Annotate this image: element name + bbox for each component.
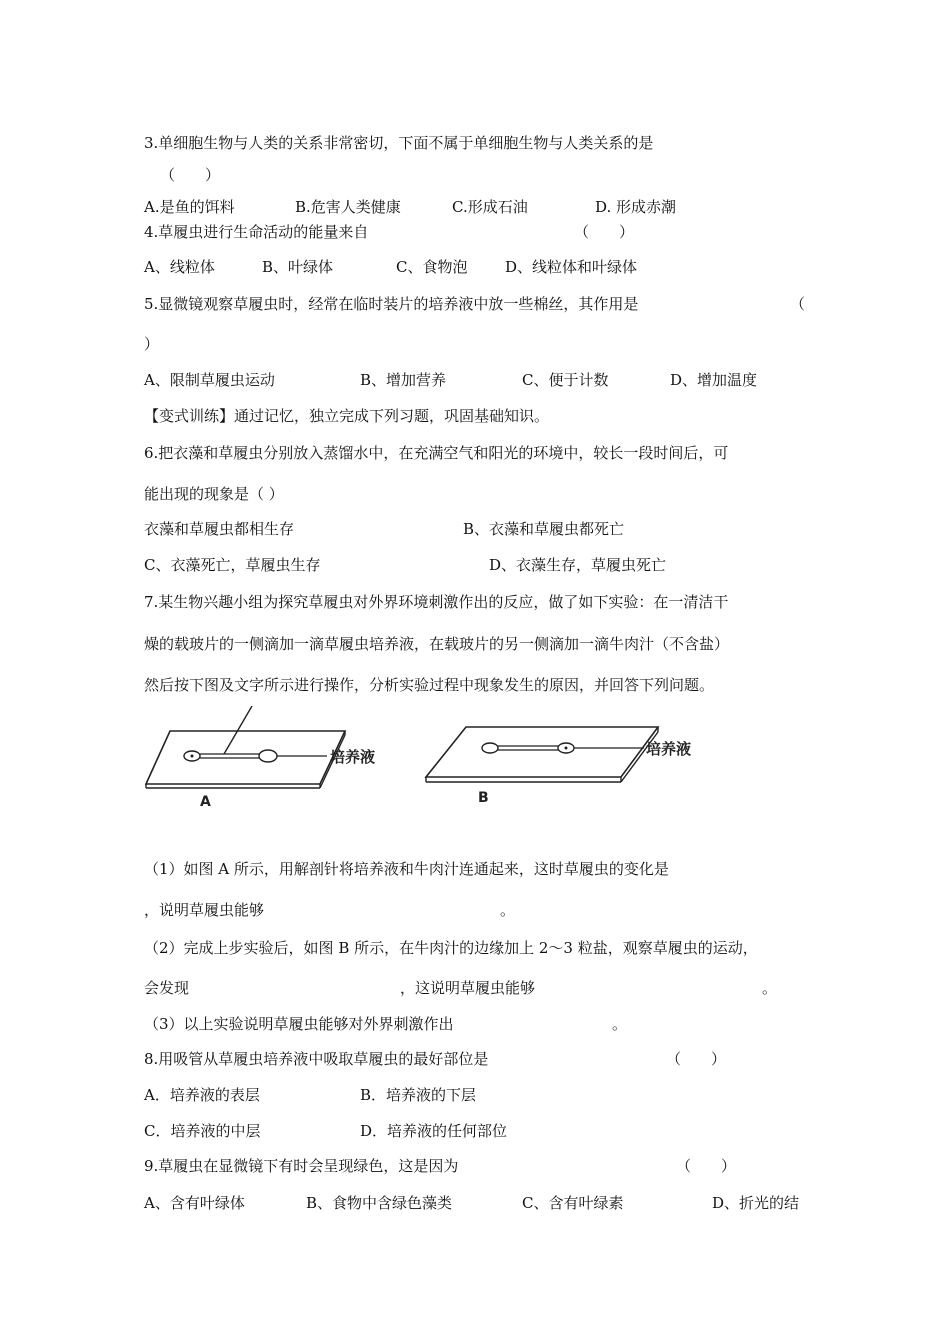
figure-a-slide [140,706,400,811]
q3-option-b: B.危害人类健康 [295,198,401,216]
q9-option-d: D、折光的结 [712,1194,800,1212]
q9-stem: 9.草履虫在显微镜下有时会呈现绿色，这是因为 [144,1157,459,1175]
q5-stem: 5.显微镜观察草履虫时，经常在临时装片的培养液中放一些棉丝，其作用是 [144,295,639,313]
q5-paren-open: （ [790,295,806,313]
q4-answer-paren: （ ） [574,223,635,241]
q6-option-c: C、衣藻死亡，草履虫生存 [144,556,321,574]
figure-b-medium-label: 培养液 [646,740,692,758]
q8-option-c: C．培养液的中层 [144,1122,261,1140]
q8-answer-paren: （ ） [666,1050,727,1068]
q9-option-b: B、食物中含绿色藻类 [306,1194,453,1212]
q7-sub3-start: （3）以上实验说明草履虫能够对外界刺激作出 [144,1015,454,1033]
q7-stem-line1: 7.某生物兴趣小组为探究草履虫对外界环境刺激作出的反应，做了如下实验：在一清洁干 [144,593,729,611]
q6-option-a: 衣藻和草履虫都相生存 [144,520,295,538]
q4-option-a: A、线粒体 [144,258,215,276]
q7-stem-line3: 然后按下图及文字所示进行操作，分析实验过程中现象发生的原因，并回答下列问题。 [144,676,715,694]
q5-option-a: A、限制草履虫运动 [144,371,275,389]
q7-sub2-line2-start: 会发现 [144,979,190,997]
q3-stem: 3.单细胞生物与人类的关系非常密切，下面不属于单细胞生物与人类关系的是 [144,134,654,152]
figure-b-slide [420,706,700,811]
q4-option-d: D、线粒体和叶绿体 [505,258,638,276]
figure-a-caption: A [200,794,211,810]
q9-option-c: C、含有叶绿素 [522,1194,624,1212]
q8-option-a: A．培养液的表层 [144,1086,260,1104]
q6-stem-line2: 能出现的现象是（ ） [144,485,284,503]
q7-sub1-line1: （1）如图 A 所示，用解剖针将培养液和牛肉汁连通起来，这时草履虫的变化是 [144,860,669,878]
section-heading: 【变式训练】通过记忆，独立完成下列习题，巩固基础知识。 [144,407,550,425]
q4-stem: 4.草履虫进行生命活动的能量来自 [144,223,369,241]
q7-sub2-line1: （2）完成上步实验后，如图 B 所示，在牛肉汁的边缘加上 2～3 粒盐，观察草履虫的运动， [144,939,758,957]
q7-sub1-line2-start: ，说明草履虫能够 [144,901,265,919]
q7-sub2-line2-mid: ，这说明草履虫能够 [400,979,536,997]
q6-option-b: B、衣藻和草履虫都死亡 [463,520,625,538]
q3-option-a: A.是鱼的饵料 [144,198,235,216]
q9-answer-paren: （ ） [676,1157,737,1175]
q5-paren-close: ） [144,335,160,353]
q5-option-c: C、便于计数 [522,371,609,389]
q7-sub1-line2-end: 。 [500,901,516,919]
q4-option-b: B、叶绿体 [262,258,334,276]
q5-option-b: B、增加营养 [360,371,447,389]
q8-stem: 8.用吸管从草履虫培养液中吸取草履虫的最好部位是 [144,1050,489,1068]
q3-option-c: C.形成石油 [452,198,528,216]
q7-sub3-end: 。 [612,1015,628,1033]
q4-option-c: C、食物泡 [396,258,468,276]
q8-option-d: D．培养液的任何部位 [360,1122,508,1140]
q3-answer-paren: （ ） [160,166,221,184]
q9-option-a: A、含有叶绿体 [144,1194,245,1212]
q7-sub2-line2-end: 。 [762,979,778,997]
q6-option-d: D、衣藻生存，草履虫死亡 [489,556,667,574]
q8-option-b: B．培养液的下层 [360,1086,477,1104]
q3-option-d: D. 形成赤潮 [595,198,677,216]
figure-b-caption: B [478,790,489,806]
figure-a-medium-label: 培养液 [330,748,376,766]
q5-option-d: D、增加温度 [670,371,758,389]
q6-stem-line1: 6.把衣藻和草履虫分别放入蒸馏水中，在充满空气和阳光的环境中，较长一段时间后，可 [144,444,729,462]
q7-stem-line2: 燥的载玻片的一侧滴加一滴草履虫培养液，在载玻片的另一侧滴加一滴牛肉汁（不含盐） [144,635,730,653]
